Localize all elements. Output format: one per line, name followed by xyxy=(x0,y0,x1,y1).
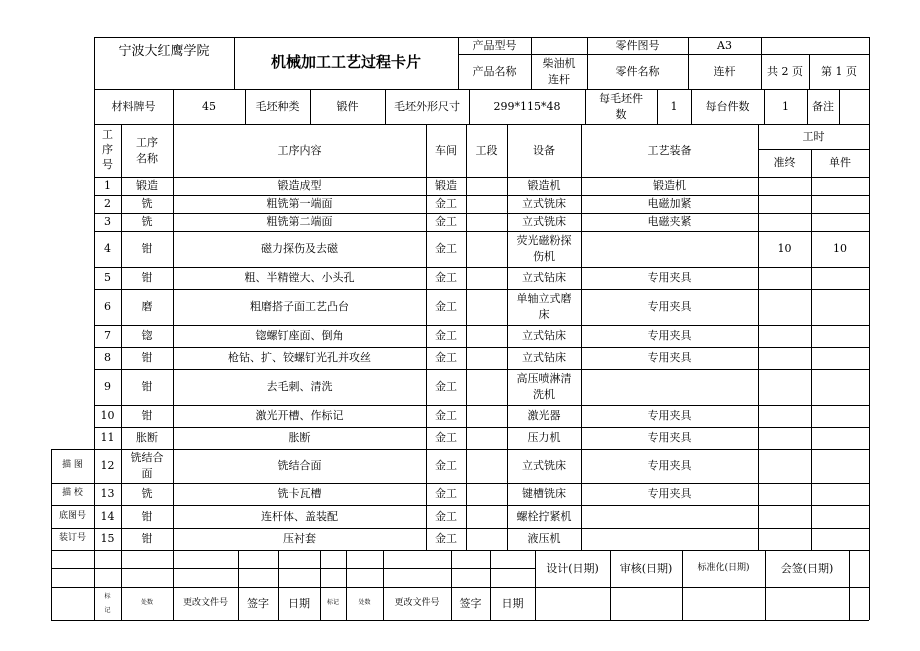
grid-line xyxy=(426,124,427,550)
grid-line xyxy=(94,505,869,506)
grid-line xyxy=(234,37,235,89)
op-setup-time xyxy=(758,483,811,505)
part-drawing-no-label: 零件图号 xyxy=(615,38,660,52)
product-name-label: 产品名称 xyxy=(472,64,517,78)
grid-line xyxy=(94,267,869,268)
op-content: 胀断 xyxy=(288,431,311,445)
op-section xyxy=(466,405,507,427)
card-title: 机械加工工艺过程卡片 xyxy=(270,53,421,72)
grid-line xyxy=(610,550,611,620)
grid-line xyxy=(320,550,321,620)
grid-line xyxy=(51,449,52,550)
col-header-name: 工序名称 xyxy=(136,135,158,165)
op-setup-time xyxy=(758,449,811,483)
school-name: 宁波大红鹰学院 xyxy=(118,44,210,60)
op-content: 粗磨搭子面工艺凸台 xyxy=(250,300,349,314)
op-tooling xyxy=(581,231,758,267)
op-section xyxy=(466,449,507,483)
op-tooling: 专用夹具 xyxy=(647,271,692,285)
op-unit-time xyxy=(811,505,869,528)
grid-line xyxy=(94,213,869,214)
op-equipment: 螺栓拧紧机 xyxy=(516,509,572,523)
op-workshop: 金工 xyxy=(435,215,457,229)
op-no: 3 xyxy=(104,215,111,229)
op-setup-time xyxy=(758,267,811,289)
op-content: 锪螺钉座面、倒角 xyxy=(255,329,344,343)
op-name: 钳 xyxy=(141,271,153,285)
grid-line xyxy=(346,550,347,620)
op-no: 7 xyxy=(104,329,111,343)
op-name: 铣结合面 xyxy=(130,451,164,480)
op-workshop: 金工 xyxy=(435,532,457,546)
blank-type-label: 毛坯种类 xyxy=(255,99,300,113)
grid-line xyxy=(688,37,689,89)
col-header-no: 工序号 xyxy=(102,128,113,171)
grid-line xyxy=(238,550,239,620)
op-section xyxy=(466,347,507,369)
footer-date-1: 日期 xyxy=(288,596,310,610)
op-equipment: 单轴立式磨床 xyxy=(516,292,572,321)
op-unit-time xyxy=(811,325,869,347)
footer-doc-2: 更改文件号 xyxy=(394,597,440,608)
grid-line xyxy=(385,89,386,124)
material-value: 45 xyxy=(202,99,216,113)
op-no: 14 xyxy=(100,509,115,523)
op-equipment: 激光器 xyxy=(527,409,561,423)
grid-line xyxy=(94,369,869,370)
op-section xyxy=(466,195,507,213)
per-blank-label: 每毛坯件数 xyxy=(599,91,643,121)
op-no: 11 xyxy=(100,431,115,445)
op-name: 钳 xyxy=(141,351,153,365)
op-no: 15 xyxy=(100,532,115,546)
op-setup-time xyxy=(758,213,811,231)
footer-doc-1: 更改文件号 xyxy=(182,597,228,608)
op-unit-time xyxy=(811,405,869,427)
op-content: 粗铣第二端面 xyxy=(266,215,333,229)
grid-line xyxy=(94,124,869,125)
blank-type-value: 锻件 xyxy=(336,99,359,113)
grid-line xyxy=(451,550,452,620)
op-equipment: 压力机 xyxy=(527,431,561,445)
op-setup-time xyxy=(758,325,811,347)
grid-line xyxy=(764,89,765,124)
col-header-setup: 准终 xyxy=(773,156,796,170)
op-tooling: 专用夹具 xyxy=(647,431,692,445)
op-section xyxy=(466,483,507,505)
op-unit-time: 10 xyxy=(833,242,847,256)
grid-line xyxy=(173,89,174,124)
grid-line xyxy=(581,124,582,550)
op-tooling: 电磁加紧 xyxy=(647,197,692,211)
op-section xyxy=(466,231,507,267)
grid-line xyxy=(839,89,840,124)
product-model-value xyxy=(531,37,587,54)
op-name: 钳 xyxy=(141,509,153,523)
op-section xyxy=(466,325,507,347)
op-name: 钳 xyxy=(141,242,153,256)
op-equipment: 荧光磁粉探伤机 xyxy=(516,234,572,263)
op-tooling xyxy=(581,505,758,528)
footer-count-1: 处数 xyxy=(140,599,153,607)
op-unit-time xyxy=(811,528,869,550)
grid-line xyxy=(51,550,52,620)
grid-line xyxy=(94,325,869,326)
grid-line xyxy=(278,550,279,620)
op-workshop: 锻造 xyxy=(435,179,457,193)
op-content: 粗、半精镗大、小头孔 xyxy=(244,271,355,285)
op-name: 胀断 xyxy=(136,431,158,445)
op-workshop: 金工 xyxy=(435,487,457,501)
grid-line xyxy=(173,550,174,620)
op-no: 1 xyxy=(104,179,111,193)
grid-line xyxy=(94,528,869,529)
grid-line xyxy=(51,528,94,529)
signoff-review: 审核(日期) xyxy=(619,561,673,575)
op-no: 9 xyxy=(104,380,111,394)
grid-line xyxy=(807,89,808,124)
op-setup-time xyxy=(758,289,811,325)
grid-line xyxy=(94,37,869,38)
op-workshop: 金工 xyxy=(435,509,457,523)
grid-line xyxy=(758,124,759,550)
grid-line xyxy=(94,587,869,588)
grid-line xyxy=(811,149,812,550)
blank-size-label: 毛坯外形尺寸 xyxy=(394,99,460,113)
col-header-time: 工时 xyxy=(802,129,825,143)
op-setup-time xyxy=(758,427,811,449)
op-name: 锪 xyxy=(141,329,153,343)
op-tooling xyxy=(581,369,758,405)
grid-line xyxy=(691,89,692,124)
op-no: 5 xyxy=(104,271,111,285)
op-unit-time xyxy=(811,369,869,405)
op-setup-time xyxy=(758,405,811,427)
grid-line xyxy=(94,405,869,406)
op-setup-time xyxy=(758,195,811,213)
op-no: 4 xyxy=(104,242,111,256)
op-tooling: 专用夹具 xyxy=(647,300,692,314)
op-no: 13 xyxy=(100,487,115,501)
product-model-label: 产品型号 xyxy=(472,38,517,52)
col-header-tooling: 工艺装备 xyxy=(647,143,692,157)
op-workshop: 金工 xyxy=(435,271,457,285)
grid-line xyxy=(51,483,94,484)
op-workshop: 金工 xyxy=(435,351,457,365)
grid-line xyxy=(94,620,869,621)
side-label-base-drawing-no: 底图号 xyxy=(58,510,86,521)
grid-line xyxy=(94,89,869,90)
grid-line xyxy=(94,177,869,178)
op-content: 去毛刺、清洗 xyxy=(266,380,333,394)
op-name: 钳 xyxy=(141,380,153,394)
op-equipment: 立式铣床 xyxy=(522,197,566,211)
op-equipment: 锻造机 xyxy=(527,179,561,193)
grid-line xyxy=(458,37,459,89)
grid-line xyxy=(94,427,869,428)
op-equipment: 立式铣床 xyxy=(522,459,566,473)
grid-line xyxy=(383,550,384,620)
grid-line xyxy=(94,483,869,484)
col-header-equipment: 设备 xyxy=(533,143,555,157)
grid-line xyxy=(458,54,869,55)
grid-line xyxy=(469,89,470,124)
grid-line xyxy=(51,587,94,588)
page-number: 第 1 页 xyxy=(821,64,857,78)
op-unit-time xyxy=(811,483,869,505)
op-setup-time xyxy=(758,347,811,369)
op-section xyxy=(466,528,507,550)
op-tooling: 电磁夹紧 xyxy=(647,215,692,229)
op-content: 锻造成型 xyxy=(277,179,322,193)
op-no: 2 xyxy=(104,197,111,211)
op-no: 10 xyxy=(100,409,115,423)
grid-line xyxy=(51,550,94,551)
footer-mark-1: 标记 xyxy=(104,593,111,614)
op-content: 枪钻、扩、铰螺钉光孔并攻丝 xyxy=(228,351,371,365)
op-workshop: 金工 xyxy=(435,380,457,394)
op-workshop: 金工 xyxy=(435,197,457,211)
op-workshop: 金工 xyxy=(435,409,457,423)
op-name: 钳 xyxy=(141,409,153,423)
grid-line xyxy=(51,449,94,450)
op-section xyxy=(466,289,507,325)
op-unit-time xyxy=(811,267,869,289)
op-unit-time xyxy=(811,213,869,231)
grid-line xyxy=(245,89,246,124)
grid-line xyxy=(809,54,810,89)
side-label-binding-no: 装订号 xyxy=(58,533,86,544)
per-blank-value: 1 xyxy=(670,99,678,113)
signoff-design: 设计(日期) xyxy=(546,561,599,575)
op-equipment: 立式铣床 xyxy=(522,215,566,229)
op-tooling: 锻造机 xyxy=(653,179,686,193)
op-tooling: 专用夹具 xyxy=(647,329,692,343)
grid-line xyxy=(587,37,588,89)
grid-line xyxy=(173,124,174,550)
op-unit-time xyxy=(811,177,869,195)
op-section xyxy=(466,213,507,231)
grid-line xyxy=(51,568,535,569)
grid-line xyxy=(121,550,122,620)
op-content: 粗铣第一端面 xyxy=(266,197,333,211)
grid-line xyxy=(94,37,95,620)
op-workshop: 金工 xyxy=(435,431,457,445)
col-header-section: 工段 xyxy=(475,143,498,157)
op-setup-time xyxy=(758,177,811,195)
grid-line xyxy=(490,550,491,620)
op-workshop: 金工 xyxy=(435,242,457,256)
op-no: 12 xyxy=(100,459,115,473)
part-drawing-no-value: A3 xyxy=(717,38,732,52)
grid-line xyxy=(51,620,94,621)
op-name: 钳 xyxy=(141,532,153,546)
side-label-trace: 描 图 xyxy=(62,460,83,471)
grid-line xyxy=(761,37,762,89)
op-section xyxy=(466,505,507,528)
grid-line xyxy=(94,231,869,232)
op-equipment: 液压机 xyxy=(527,532,561,546)
op-workshop: 金工 xyxy=(435,300,457,314)
per-unit-label: 每台件数 xyxy=(705,99,750,113)
grid-line xyxy=(535,550,536,620)
footer-date-2: 日期 xyxy=(501,596,524,610)
op-equipment: 键槽铣床 xyxy=(522,487,566,501)
op-equipment: 立式钻床 xyxy=(522,271,566,285)
grid-line xyxy=(94,550,869,551)
part-name-value: 连杆 xyxy=(713,64,736,78)
op-setup-time: 10 xyxy=(777,242,792,256)
op-section xyxy=(466,369,507,405)
op-section xyxy=(466,267,507,289)
footer-sign-2: 签字 xyxy=(459,596,482,610)
footer-sign-1: 签字 xyxy=(247,596,269,610)
op-setup-time xyxy=(758,369,811,405)
grid-line xyxy=(94,195,869,196)
op-content: 激光开槽、作标记 xyxy=(255,409,344,423)
op-name: 磨 xyxy=(141,300,153,314)
op-setup-time xyxy=(758,505,811,528)
signoff-countersign: 会签(日期) xyxy=(780,561,834,575)
op-name: 锻造 xyxy=(136,179,158,193)
grid-line xyxy=(94,347,869,348)
grid-line xyxy=(657,89,658,124)
total-pages: 共 2 页 xyxy=(767,64,803,78)
footer-mark-2: 标记 xyxy=(326,599,339,607)
signoff-standard: 标准化(日期) xyxy=(697,562,750,573)
op-content: 压衬套 xyxy=(283,532,316,546)
op-equipment: 高压喷淋清洗机 xyxy=(516,372,572,401)
side-label-check: 描 校 xyxy=(62,488,83,499)
op-unit-time xyxy=(811,427,869,449)
op-tooling: 专用夹具 xyxy=(647,409,692,423)
product-name-value: 柴油机连杆 xyxy=(542,56,576,86)
op-tooling: 专用夹具 xyxy=(647,351,692,365)
op-workshop: 金工 xyxy=(435,459,457,473)
grid-line xyxy=(531,37,532,89)
op-unit-time xyxy=(811,449,869,483)
op-unit-time xyxy=(811,195,869,213)
op-tooling xyxy=(581,528,758,550)
op-section xyxy=(466,427,507,449)
op-equipment: 立式钻床 xyxy=(522,351,566,365)
col-header-unit: 单件 xyxy=(829,156,851,170)
op-content: 铣结合面 xyxy=(277,459,322,473)
op-unit-time xyxy=(811,347,869,369)
grid-line xyxy=(758,149,869,150)
grid-line xyxy=(585,89,586,124)
op-setup-time xyxy=(758,528,811,550)
footer-count-2: 处数 xyxy=(358,599,371,607)
op-equipment: 立式钻床 xyxy=(522,329,566,343)
op-workshop: 金工 xyxy=(435,329,457,343)
grid-line xyxy=(94,449,869,450)
col-header-content: 工序内容 xyxy=(277,143,322,157)
grid-line xyxy=(94,289,869,290)
op-content: 铣卡瓦槽 xyxy=(277,487,322,501)
remark-label: 备注 xyxy=(812,99,834,113)
op-unit-time xyxy=(811,289,869,325)
op-no: 8 xyxy=(104,351,111,365)
part-name-label: 零件名称 xyxy=(615,64,660,78)
op-no: 6 xyxy=(104,300,111,314)
op-content: 磁力探伤及去磁 xyxy=(261,242,338,256)
grid-line xyxy=(507,124,508,550)
op-tooling: 专用夹具 xyxy=(647,487,692,501)
op-name: 铣 xyxy=(141,487,153,501)
per-unit-value: 1 xyxy=(782,99,789,113)
grid-line xyxy=(51,505,94,506)
op-name: 铣 xyxy=(141,197,153,211)
op-section xyxy=(466,177,507,195)
grid-line xyxy=(765,550,766,620)
grid-line xyxy=(310,89,311,124)
grid-line xyxy=(682,550,683,620)
op-tooling: 专用夹具 xyxy=(647,459,692,473)
grid-line xyxy=(121,124,122,550)
grid-line xyxy=(869,37,870,620)
grid-line xyxy=(466,124,467,550)
material-label: 材料牌号 xyxy=(111,99,156,113)
op-name: 铣 xyxy=(141,215,153,229)
op-content: 连杆体、盖装配 xyxy=(261,509,338,523)
blank-size-value: 299*115*48 xyxy=(493,99,561,113)
col-header-workshop: 车间 xyxy=(435,143,457,157)
grid-line xyxy=(849,550,850,620)
